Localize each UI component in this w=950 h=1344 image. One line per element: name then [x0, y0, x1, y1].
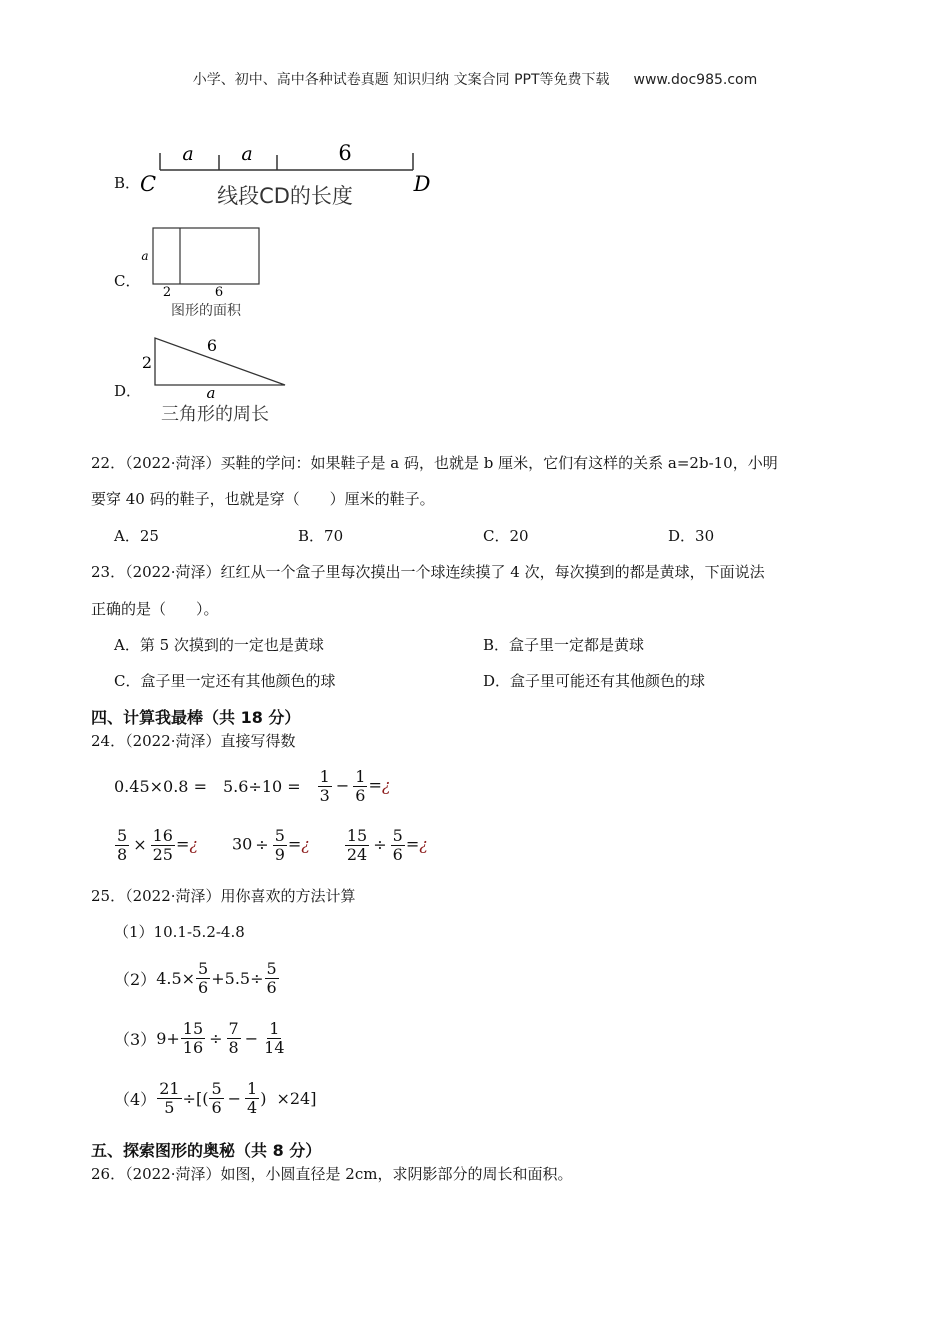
rect-width-2: 2	[162, 285, 172, 300]
q25-stem: 25．（2022·菏泽）用你喜欢的方法计算	[91, 887, 356, 905]
q24-expr6: $\frac{15}{24}$ ÷ $\frac{5}{6}$ =¿	[346, 825, 428, 864]
q24-expr3: $\frac{1}{3}$ − $\frac{1}{6}$ =¿	[319, 766, 391, 805]
q25-part3: （3） 9+ $\frac{15}{16}$ ÷ $\frac{7}{8}$ − $\frac{1}{14}$	[114, 1018, 285, 1057]
q23-option-d[interactable]: D．盒子里可能还有其他颜色的球	[483, 672, 706, 690]
q23-line2: 正确的是（ ）。	[91, 600, 219, 618]
q22-option-c[interactable]: C．20	[483, 527, 529, 545]
option-d-figure	[135, 332, 295, 427]
option-b-letter: B．	[114, 174, 141, 192]
q24-expr6-blank: ¿	[419, 834, 428, 854]
header-left: 小学、初中、高中各种试卷真题 知识归纳 文案合同 PPT等免费下载	[192, 72, 610, 88]
seg-label-a1: a	[182, 143, 194, 165]
page-header	[0, 69, 950, 89]
section-4-title: 四、计算我最棒（共 18 分）	[91, 708, 301, 727]
seg-label-a2: a	[241, 143, 253, 165]
q23-option-a[interactable]: A．第 5 次摸到的一定也是黄球	[114, 636, 324, 654]
q22-line1: 22．（2022·菏泽）买鞋的学问：如果鞋子是 a 码，也就是 b 厘米，它们有这样的关系 a=2b-10，小明	[91, 454, 778, 472]
q24-expr4: $\frac{5}{8}$ × $\frac{16}{25}$ =¿	[117, 825, 198, 864]
q24-row2	[114, 825, 428, 865]
q24-expr5-blank: ¿	[301, 834, 310, 854]
q24-expr5: 30 ÷ $\frac{5}{9}$ =¿	[231, 825, 310, 864]
point-c-label: C	[139, 172, 157, 196]
option-c-figure	[135, 222, 275, 322]
q22-option-a[interactable]: A．25	[114, 527, 159, 545]
option-c-letter: C．	[114, 272, 141, 290]
q24-row1	[114, 766, 390, 806]
option-d-letter: D．	[114, 382, 142, 400]
q24-expr3-blank: ¿	[381, 775, 391, 795]
q24-expr2: 5.6÷10 =	[222, 776, 301, 796]
triangle-base-a: a	[206, 384, 216, 402]
q23-line1: 23．（2022·菏泽）红红从一个盒子里每次摸出一个球连续摸了 4 次，每次摸到的都是黄球，下面说法	[91, 563, 765, 581]
rect-caption: 图形的面积	[171, 303, 241, 319]
triangle-side-2: 2	[141, 353, 153, 372]
point-d-label: D	[413, 172, 431, 196]
q24-expr4-blank: ¿	[189, 834, 198, 854]
q22-option-b[interactable]: B．70	[298, 527, 344, 545]
q26-stem: 26．（2022·菏泽）如图，小圆直径是 2cm，求阴影部分的周长和面积。	[91, 1165, 573, 1183]
q25-part4: （4） $\frac{21}{5}$ ÷[( $\frac{5}{6}$ − $\frac{1}{4}$ ) ×24]	[114, 1078, 317, 1117]
q25-part2: （2） 4.5× $\frac{5}{6}$ +5.5÷ $\frac{5}{6}$	[114, 958, 277, 997]
q23-option-b[interactable]: B．盒子里一定都是黄球	[483, 636, 645, 654]
triangle-caption: 三角形的周长	[161, 404, 269, 425]
header-url[interactable]: www.doc985.com	[633, 72, 758, 88]
triangle-outline	[155, 338, 285, 385]
q22-line2: 要穿 40 码的鞋子，也就是穿（ ）厘米的鞋子。	[91, 490, 435, 508]
rect-outline	[153, 228, 259, 284]
q25-part1: （1）10.1-5.2-4.8	[114, 923, 245, 941]
q24-expr1: 0.45×0.8 =	[114, 776, 207, 796]
q22-option-d[interactable]: D．30	[668, 527, 715, 545]
rect-side-a: a	[141, 249, 149, 263]
segment-caption: 线段CD的长度	[217, 184, 353, 208]
q24-stem: 24．（2022·菏泽）直接写得数	[91, 732, 296, 750]
section-5-title: 五、探索图形的奥秘（共 8 分）	[91, 1141, 322, 1160]
triangle-hyp-6: 6	[206, 336, 218, 355]
option-b-figure	[135, 135, 435, 215]
rect-width-6: 6	[214, 285, 224, 300]
q23-option-c[interactable]: C．盒子里一定还有其他颜色的球	[114, 672, 336, 690]
seg-label-6: 6	[338, 141, 352, 165]
